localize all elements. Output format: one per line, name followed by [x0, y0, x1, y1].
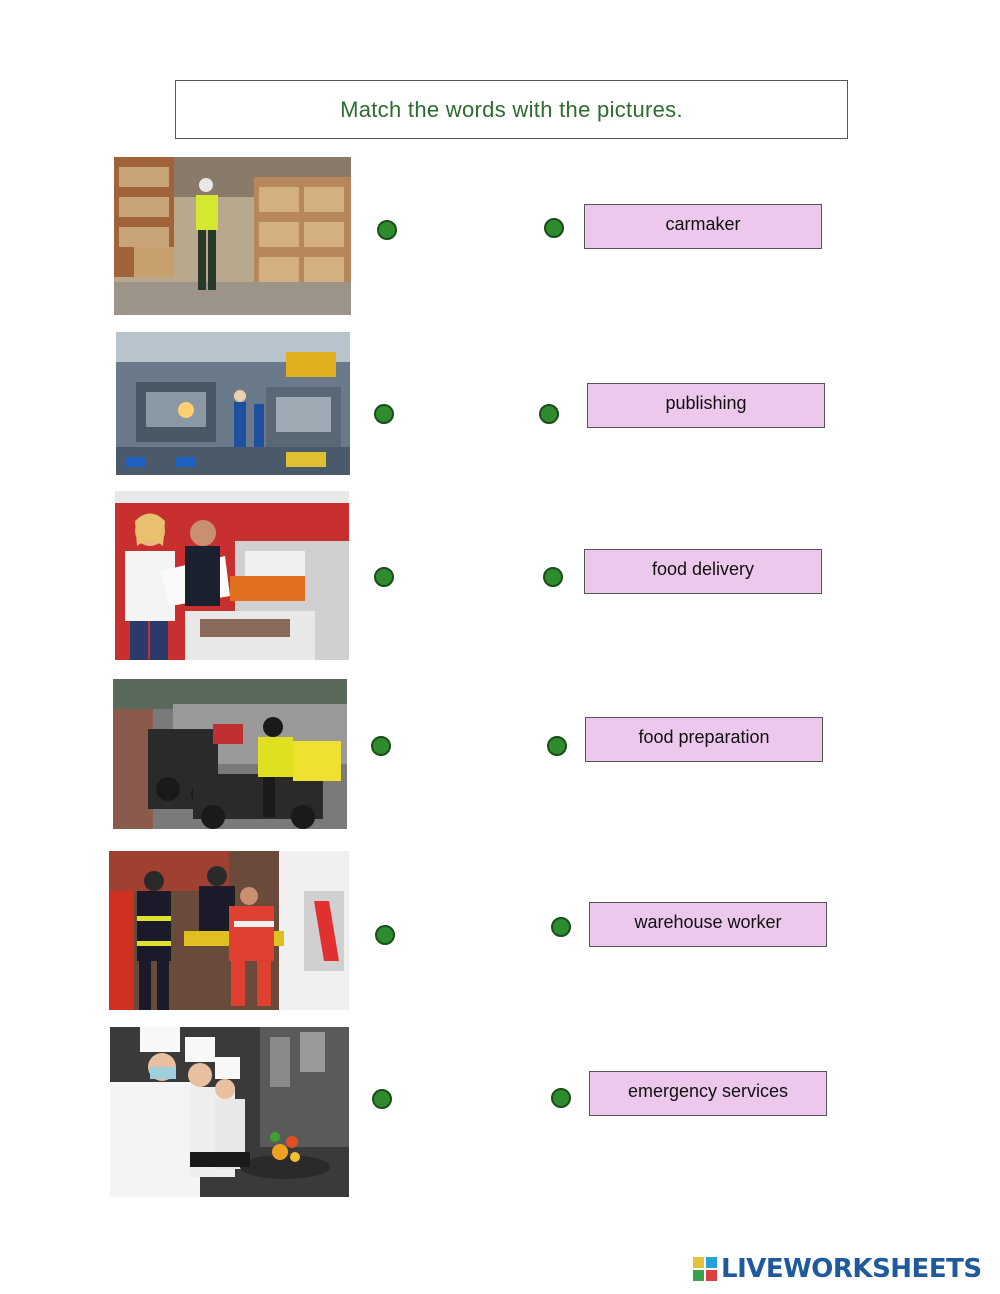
chefs-cooking-photo: [110, 1027, 349, 1197]
word-box-food-preparation[interactable]: food preparation: [585, 717, 823, 762]
delivery-rider-photo: [113, 679, 347, 829]
word-box-carmaker[interactable]: carmaker: [584, 204, 822, 249]
picture-5-match-dot[interactable]: [375, 925, 395, 945]
picture-1-match-dot[interactable]: [377, 220, 397, 240]
instructions-title: Match the words with the pictures.: [175, 80, 848, 139]
picture-2-match-dot[interactable]: [374, 404, 394, 424]
picture-3-match-dot[interactable]: [374, 567, 394, 587]
word-box-warehouse-worker[interactable]: warehouse worker: [589, 902, 827, 947]
word-1-match-dot[interactable]: [544, 218, 564, 238]
emergency-crew-photo: [109, 851, 349, 1010]
warehouse-photo: [114, 157, 351, 315]
brand-name: LIVEWORKSHEETS: [721, 1254, 982, 1284]
printing-press-photo: [115, 491, 349, 660]
picture-4-match-dot[interactable]: [371, 736, 391, 756]
word-6-match-dot[interactable]: [551, 1088, 571, 1108]
word-4-match-dot[interactable]: [547, 736, 567, 756]
liveworksheets-brand: [693, 1254, 982, 1284]
liveworksheets-logo-icon: [693, 1257, 717, 1281]
word-3-match-dot[interactable]: [543, 567, 563, 587]
word-box-emergency-services[interactable]: emergency services: [589, 1071, 827, 1116]
word-box-publishing[interactable]: publishing: [587, 383, 825, 428]
picture-6-match-dot[interactable]: [372, 1089, 392, 1109]
word-box-food-delivery[interactable]: food delivery: [584, 549, 822, 594]
car-factory-photo: [116, 332, 350, 475]
word-2-match-dot[interactable]: [539, 404, 559, 424]
word-5-match-dot[interactable]: [551, 917, 571, 937]
